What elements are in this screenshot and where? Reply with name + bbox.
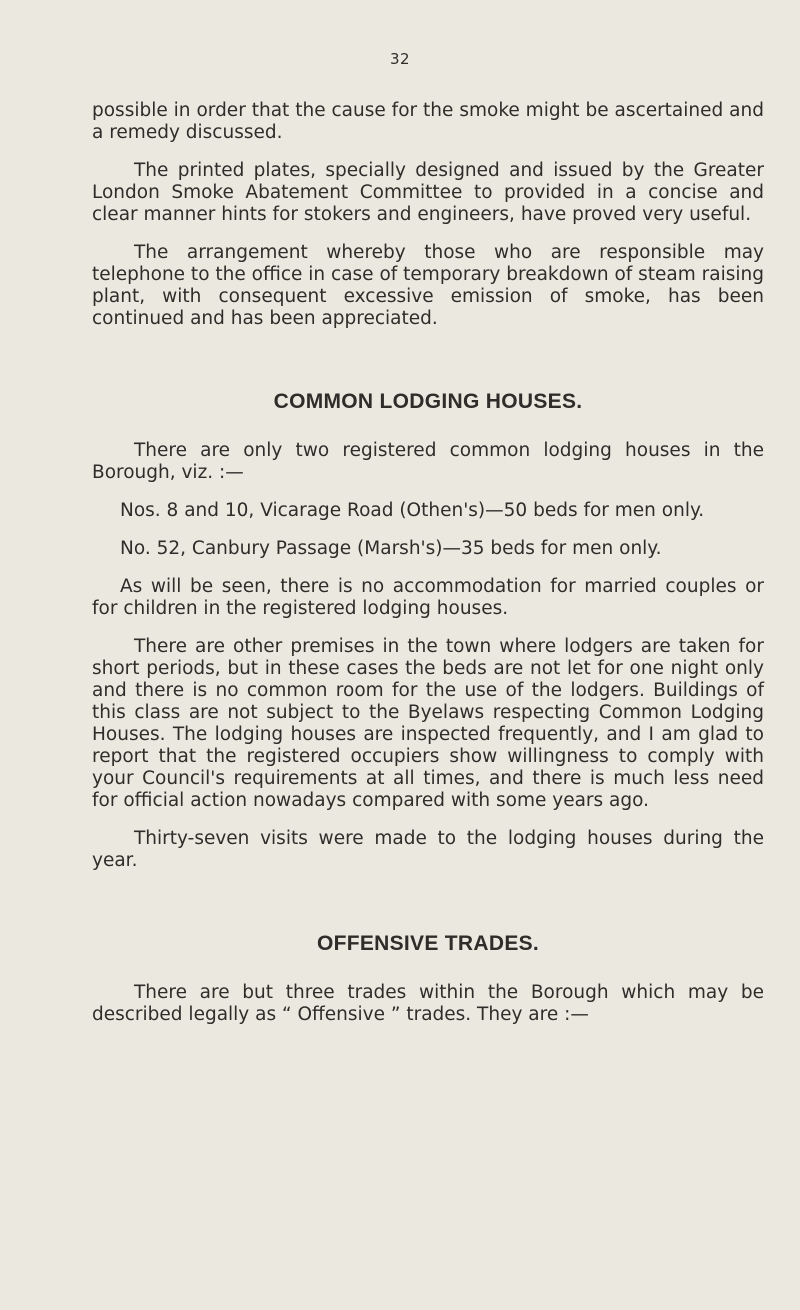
paragraph-visits: Thirty-seven visits were made to the lodging houses during the year.	[92, 828, 764, 871]
paragraph-offensive-trades: There are but three trades within the Borough which may be described legally as “ Offensive ” trades. They are :—	[92, 982, 764, 1025]
paragraph-telephone-arrangement: The arrangement whereby those who are responsible may telephone to the office in case of temporary breakdown of steam raising plant, with consequent excessive emission of smoke, has been continued and has been appreciated.	[92, 242, 764, 329]
paragraph-registered-houses: There are only two registered common lodging houses in the Borough, viz. :—	[92, 440, 764, 483]
paragraph-other-premises: There are other premises in the town where lodgers are taken for short periods, but in these cases the beds are not let for one night only and there is no common room for the use of the lodgers. Buildings of this class are not subject to the Byelaws respecting Common Lodging Houses. The lodging houses are inspected frequently, and I am glad to report that the registered occupiers show willingness to comply with your Council's requirements at all times, and there is much less need for official action nowadays compared with some years ago.	[92, 636, 764, 811]
page-body	[92, 100, 764, 1042]
heading-common-lodging-houses: COMMON LODGING HOUSES.	[273, 390, 583, 413]
page-number: 32	[389, 50, 411, 68]
paragraph-accommodation: As will be seen, there is no accommodation for married couples or for children in the registered lodging houses.	[92, 576, 764, 619]
paragraph-printed-plates: The printed plates, specially designed and issued by the Greater London Smoke Abatement Committee to provided in a concise and clear manner hints for stokers and engineers, have proved very useful.	[92, 160, 764, 225]
paragraph-vicarage-road: Nos. 8 and 10, Vicarage Road (Othen's)—50 beds for men only.	[120, 500, 705, 521]
paragraph-canbury-passage: No. 52, Canbury Passage (Marsh's)—35 beds for men only.	[120, 538, 662, 559]
paragraph-smoke-cause: possible in order that the cause for the smoke might be ascertained and a remedy discussed.	[92, 100, 764, 143]
heading-offensive-trades: OFFENSIVE TRADES.	[316, 932, 540, 955]
